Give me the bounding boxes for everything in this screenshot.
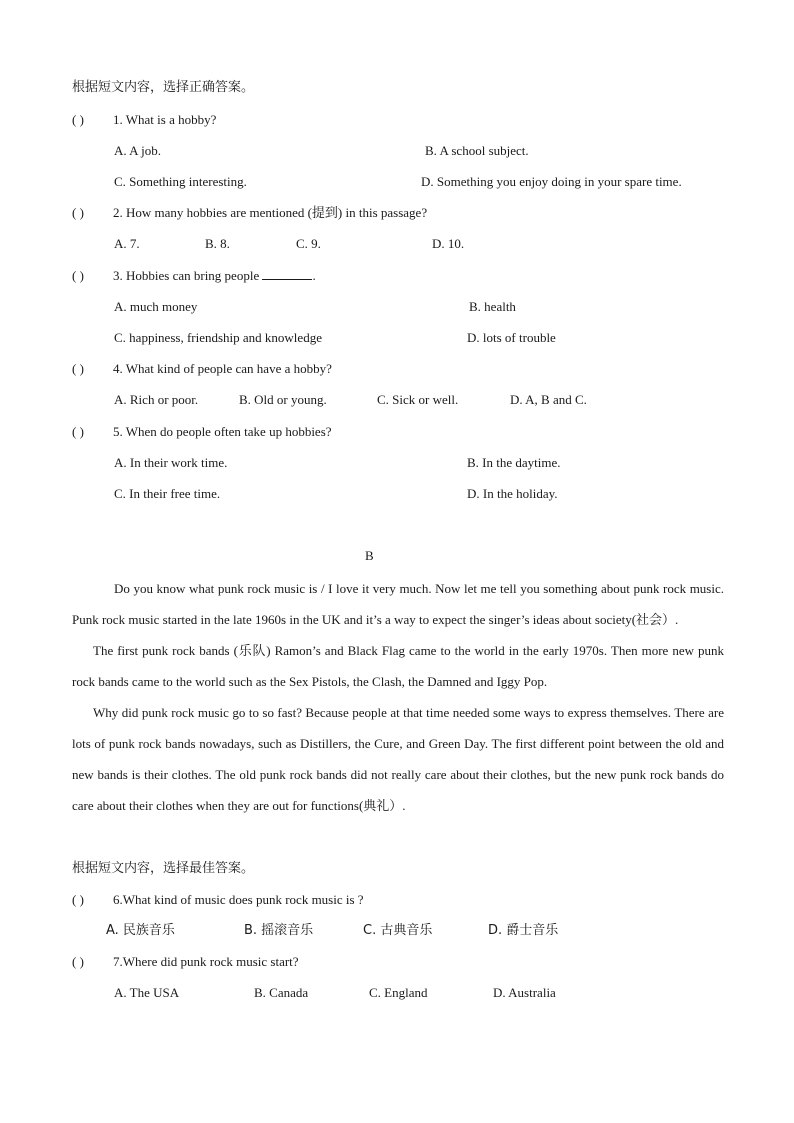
question-5-stem: 5. When do people often take up hobbies? (113, 424, 332, 439)
q1-option-a: A. A job. (114, 143, 161, 158)
section-b-instruction: 根据短文内容，选择最佳答案。 (72, 861, 255, 876)
q2-option-b: B. 8. (205, 236, 230, 251)
question-7-stem: 7.Where did punk rock music start? (113, 954, 299, 969)
q3-option-a: A. much money (114, 299, 198, 314)
q7-option-b: B. Canada (254, 985, 309, 1000)
answer-bracket[interactable]: ( ) (72, 205, 84, 220)
q4-option-d: D. A, B and C. (510, 392, 587, 407)
answer-bracket[interactable]: ( ) (72, 954, 84, 969)
q4-option-b: B. Old or young. (239, 392, 327, 407)
q4-option-c: C. Sick or well. (377, 392, 459, 407)
q5-option-b: B. In the daytime. (467, 455, 561, 470)
fill-in-blank[interactable] (262, 268, 312, 280)
q6-option-c: C. 古典音乐 (363, 923, 433, 938)
q6-option-d: D. 爵士音乐 (488, 923, 559, 938)
question-4-stem: 4. What kind of people can have a hobby? (113, 361, 332, 376)
answer-bracket[interactable]: ( ) (72, 112, 84, 127)
q6-option-b: B. 摇滚音乐 (244, 923, 314, 938)
q6-option-a: A. 民族音乐 (106, 923, 175, 938)
question-2-stem: 2. How many hobbies are mentioned (提到) in this passage? (113, 205, 428, 220)
question-1-stem: 1. What is a hobby? (113, 112, 217, 127)
question-6-stem: 6.What kind of music does punk rock music is ? (113, 892, 364, 907)
answer-bracket[interactable]: ( ) (72, 424, 84, 439)
q7-option-c: C. England (369, 985, 428, 1000)
passage-paragraph-3: Why did punk rock music go to so fast? Because people at that time needed some ways to express themselves. There are lots of punk rock bands nowadays, such as Distillers, the Cure, and Green Day. The first different point between the old and new bands is their clothes. The old punk rock bands did not really care about their clothes, but the new punk rock bands do care about their clothes when they are out for functions(典礼）. (72, 705, 724, 813)
q1-option-c: C. Something interesting. (114, 174, 247, 189)
q2-option-c: C. 9. (296, 236, 321, 251)
q3-option-b: B. health (469, 299, 516, 314)
answer-bracket[interactable]: ( ) (72, 892, 84, 907)
q3-option-c: C. happiness, friendship and knowledge (114, 330, 322, 345)
section-a-instruction: 根据短文内容，选择正确答案。 (72, 80, 255, 95)
q5-option-a: A. In their work time. (114, 455, 228, 470)
q7-option-a: A. The USA (114, 985, 180, 1000)
question-3-stem (113, 268, 316, 284)
q5-option-c: C. In their free time. (114, 486, 221, 501)
answer-bracket[interactable]: ( ) (72, 361, 84, 376)
q7-option-d: D. Australia (493, 985, 556, 1000)
q1-option-d: D. Something you enjoy doing in your spare time. (421, 174, 682, 189)
q2-option-a: A. 7. (114, 236, 140, 251)
q1-option-b: B. A school subject. (425, 143, 529, 158)
passage-paragraph-2: The first punk rock bands (乐队) Ramon’s and Black Flag came to the world in the early 1970s. Then more new punk rock bands came to the world such as the Sex Pistols, the Clash, the Damned and Iggy Pop. (72, 643, 724, 689)
q3-option-d: D. lots of trouble (467, 330, 556, 345)
q4-option-a: A. Rich or poor. (114, 392, 199, 407)
question-3-stem-text: 3. Hobbies can bring people (113, 268, 260, 283)
q5-option-d: D. In the holiday. (467, 486, 558, 501)
section-b-title: B (365, 548, 374, 563)
passage-paragraph-1: Do you know what punk rock music is / I love it very much. Now let me tell you something about punk rock music. Punk rock music started in the late 1960s in the UK and it’s a way to expect the singer’s ideas about society(社会）. (72, 581, 724, 627)
answer-bracket[interactable]: ( ) (72, 268, 84, 283)
q2-option-d: D. 10. (432, 236, 465, 251)
reading-passage (72, 573, 724, 821)
question-3-stem-end: . (312, 268, 316, 283)
